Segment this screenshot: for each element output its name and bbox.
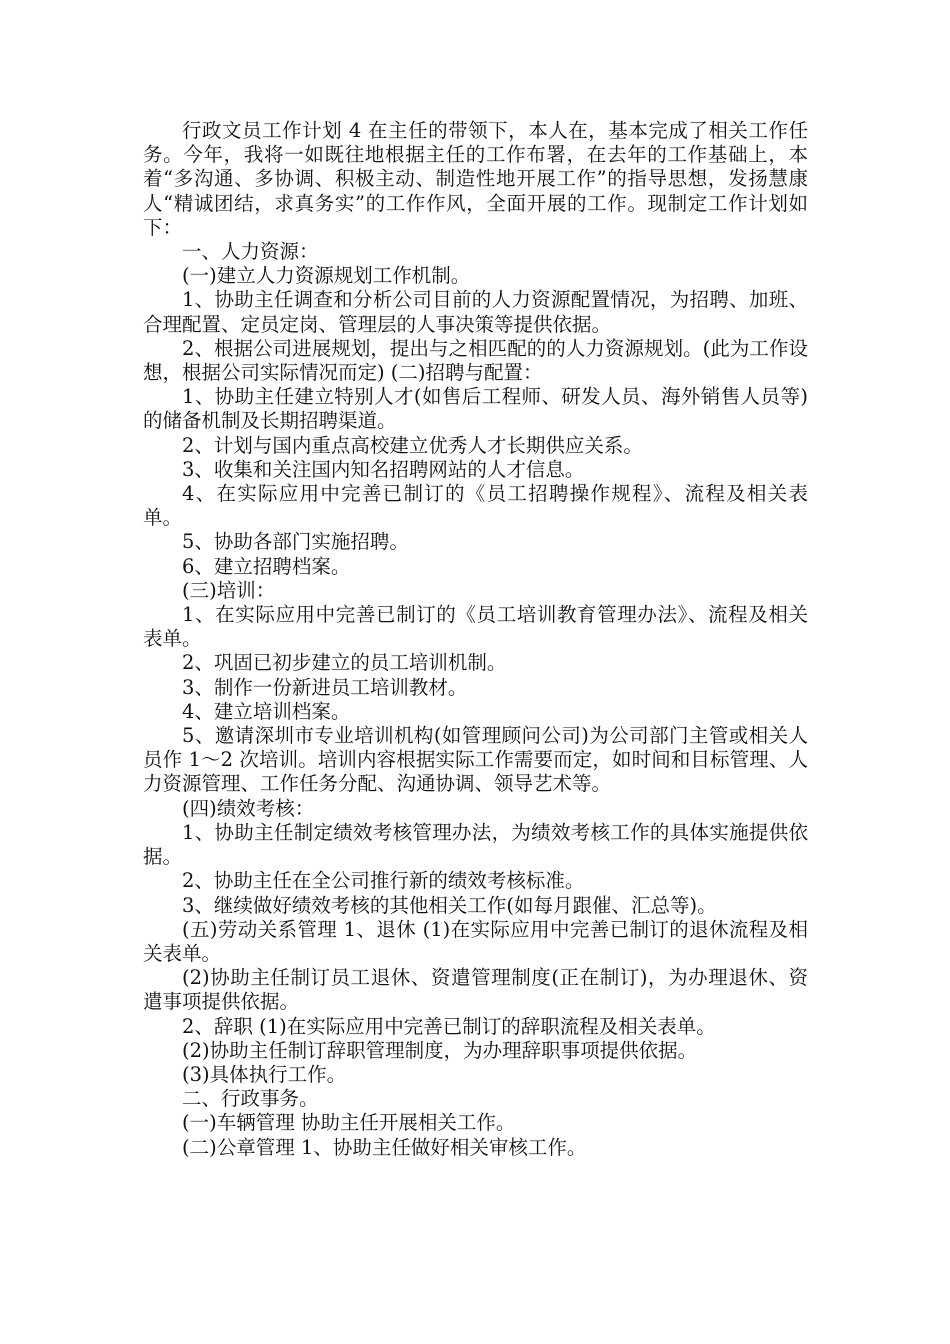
paragraph: (五)劳动关系管理 1、退休 (1)在实际应用中完善已制订的退休流程及相关表单。 <box>143 917 808 965</box>
paragraph: 1、在实际应用中完善已制订的《员工培训教育管理办法》、流程及相关表单。 <box>143 603 808 651</box>
paragraph: 4、在实际应用中完善已制订的《员工招聘操作规程》、流程及相关表单。 <box>143 482 808 530</box>
paragraph: 1、协助主任建立特别人才(如售后工程师、研发人员、海外销售人员等)的储备机制及长期招聘渠道。 <box>143 385 808 433</box>
section-heading-admin: 二、行政事务。 <box>182 1087 319 1111</box>
paragraph: 6、建立招聘档案。 <box>182 554 351 578</box>
document-body <box>143 119 808 1160</box>
paragraph: 5、邀请深圳市专业培训机构(如管理顾问公司)为公司部门主管或相关人员作 1～2 次培训。培训内容根据实际工作需要而定，如时间和目标管理、人力资源管理、工作任务分配、沟通协调、领导艺术等。 <box>143 724 808 796</box>
paragraph: 3、收集和关注国内知名招聘网站的人才信息。 <box>182 457 585 481</box>
paragraph: (2)协助主任制订辞职管理制度，为办理辞职事项提供依据。 <box>182 1038 698 1062</box>
paragraph: 5、协助各部门实施招聘。 <box>182 530 409 554</box>
paragraph: (2)协助主任制订员工退休、资遣管理制度(正在制订)，为办理退休、资遣事项提供依据。 <box>143 966 808 1014</box>
paragraph: 2、计划与国内重点高校建立优秀人才长期供应关系。 <box>182 433 643 457</box>
subsection-heading: (一)建立人力资源规划工作机制。 <box>182 264 471 288</box>
paragraph: 3、继续做好绩效考核的其他相关工作(如每月跟催、汇总等)。 <box>182 893 717 917</box>
paragraph: 1、协助主任调查和分析公司目前的人力资源配置情况，为招聘、加班、合理配置、定员定岗、管理层的人事决策等提供依据。 <box>143 288 808 336</box>
paragraph: (一)车辆管理 协助主任开展相关工作。 <box>182 1111 516 1135</box>
paragraph: 4、建立培训档案。 <box>182 699 351 723</box>
section-heading-hr: 一、人力资源： <box>182 240 319 264</box>
paragraph-intro: 行政文员工作计划 4 在主任的带领下，本人在，基本完成了相关工作任务。今年，我将一如既往地根据主任的工作布署，在去年的工作基础上，本着“多沟通、多协调、积极主动、制造性地开展工作”的指导思想，发扬慧康人“精诚团结，求真务实”的工作作风，全面开展的工作。现制定工作计划如下： <box>143 119 808 239</box>
paragraph: (3)具体执行工作。 <box>182 1062 347 1086</box>
paragraph: 1、协助主任制定绩效考核管理办法，为绩效考核工作的具体实施提供依据。 <box>143 820 808 869</box>
subsection-heading: (四)绩效考核： <box>182 796 315 820</box>
subsection-heading: (三)培训： <box>182 578 276 602</box>
paragraph: 2、辞职 (1)在实际应用中完善已制订的辞职流程及相关表单。 <box>182 1014 716 1038</box>
paragraph: 3、制作一份新进员工培训教材。 <box>182 675 468 699</box>
paragraph: 2、巩固已初步建立的员工培训机制。 <box>182 651 507 675</box>
paragraph: 2、协助主任在全公司推行新的绩效考核标准。 <box>182 869 585 893</box>
paragraph: (二)公章管理 1、协助主任做好相关审核工作。 <box>182 1135 587 1159</box>
paragraph: 2、根据公司进展规划，提出与之相匹配的的人力资源规划。(此为工作设想，根据公司实际情况而定) (二)招聘与配置： <box>143 336 808 385</box>
